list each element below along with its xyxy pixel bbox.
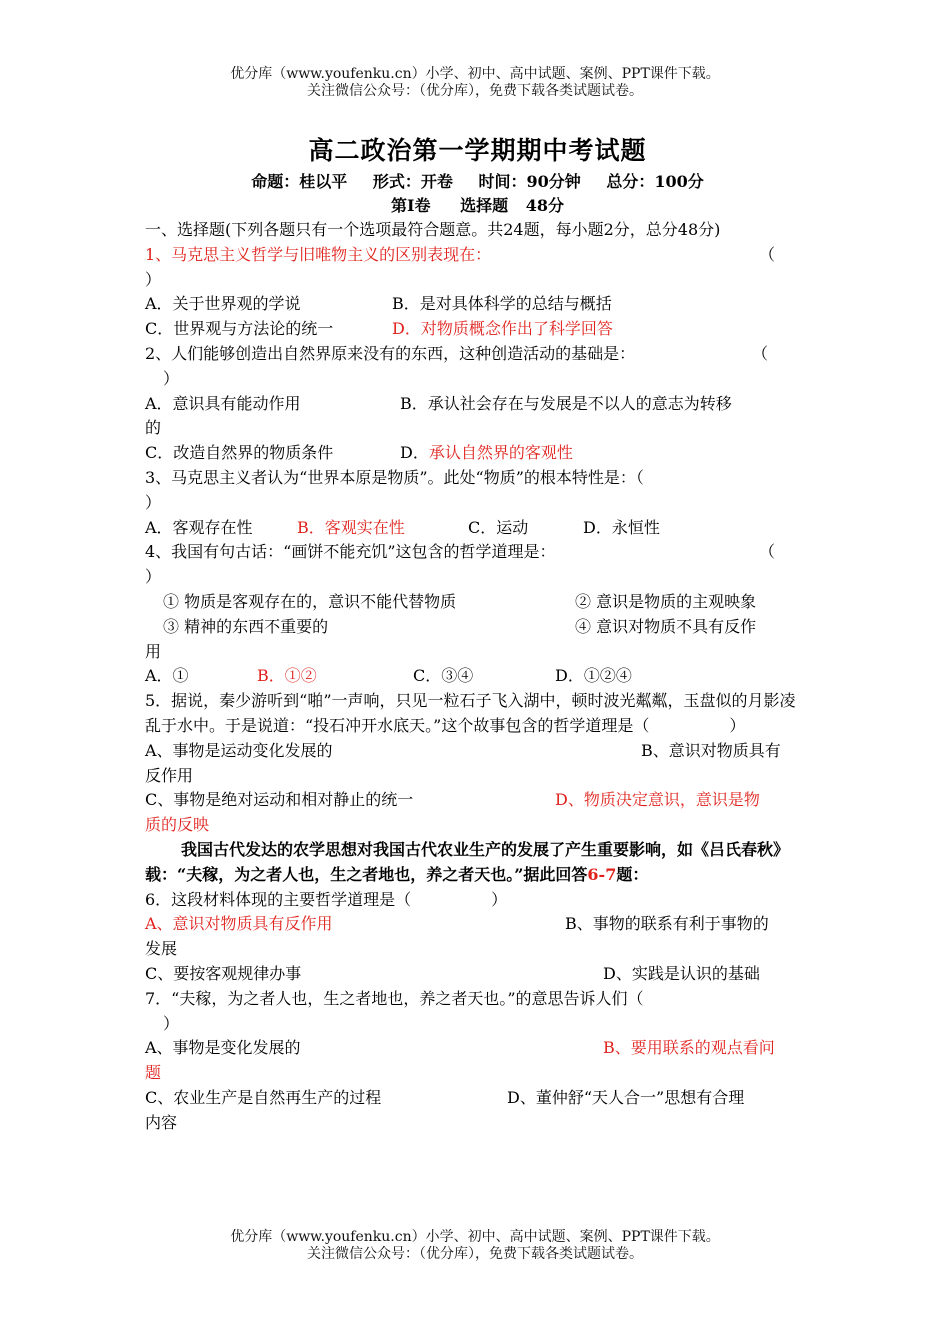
q2-stem: 2、人们能够创造出自然界原来没有的东西，这种创造活动的基础是： （: [145, 343, 768, 363]
meta-score: 总分：100分: [606, 172, 704, 191]
q4-options: A．① B．①② C．③④ D．①②④: [145, 666, 632, 686]
meta-form: 形式：开卷: [372, 172, 453, 191]
q6-options-cd: C、要按客观规律办事 D、实践是认识的基础: [145, 963, 760, 983]
q6-stem: 6．这段材料体现的主要哲学道理是（ ）: [145, 889, 508, 909]
q5-options-ab: A、事物是运动变化发展的 B、意识对物质具有: [145, 740, 781, 760]
bottom-watermark: [0, 1229, 950, 1263]
instructions: 一、选择题(下列各题只有一个选项最符合题意。共24题，每小题2分，总分48分): [145, 220, 721, 239]
exam-page: 高二政治第一学期期中考试题 命题：桂以平 形式：开卷 时间：90分钟 总分：100分 第Ⅰ卷 选择题 48分 一、选择题(下列各题只有一个选项最符合题意。共24题，每小题2分，总分48分) 1、马克思主义哲学与旧唯物主义的区别表现在： （ ） A．关于世界观的学说 B．是对具体科学的总结与概括 C．世界观与方法论的统一 D．对物质概念作出了科学回答 2、人们能够创造出自然界原来没有的东西，这种创造活动的基础是： （ ） A．意识具有能动作用 B．承认社会存在与发展是不以人的意志为转移 的 C．改造自然界的物质条件 D．承认自然界的客观性 3、马克思主义者认为“世界本原是物质”。此处“物质”的根本特性是：（ ） A．客观存在性 B．客观实在性 C．运动 D．永恒性 4、我国有句古话：“画饼不能充饥”这包含的哲学道理是： （ ） ① 物质是客观存在的，意识不能代替物质 ② 意识是物质的主观映象 ③ 精神的东西不重要的 ④ 意识对物质不具有反作 用 A．① B．①② C．③④ D．①②④ 5．据说，秦少游听到“啪”一声响，只见一粒石子飞入湖中，顿时波光粼粼，玉盘似的月影凌乱于水中。于是说道：“投石冲开水底天。”这个故事包含的哲学道理是（ ） A、事物是运动变化发展的 B、意识对物质具有 反作用 C、事物是绝对运动和相对静止的统一 D、物质决定意识，意识是物 质的反映 我国古代发达的农学思想对我国古代农业生产的发展了产生重要影响，如《吕氏春秋》载：“夫稼，为之者人也，生之者地也，养之者天也。”据此回答6-7题： 6．这段材料体现的主要哲学道理是（ ） A、意识对物质具有反作用 B、事物的联系有利于事物的 发展 C、要按客观规律办事 D、实践是认识的基础 7．“夫稼，为之者人也，生之者地也，养之者天也。”的意思告诉人们（ ） A、事物是变化发展的 B、要用联系的观点看问 题 C、农业生产是自然再生产的过程 D、董仲舒“天人合一”思想有合理 内容: [145, 132, 810, 1135]
q4-statements-12: ① 物质是客观存在的，意识不能代替物质 ② 意识是物质的主观映象: [163, 591, 757, 611]
q7-options-ab: A、事物是变化发展的 B、要用联系的观点看问: [145, 1038, 775, 1058]
watermark-line-2: 关注微信公众号：（优分库），免费下载各类试题试卷。: [307, 1246, 643, 1262]
q1-stem: 1、马克思主义哲学与旧唯物主义的区别表现在： （: [145, 244, 775, 264]
q7-options-cd: C、农业生产是自然再生产的过程 D、董仲舒“天人合一”思想有合理: [145, 1087, 745, 1107]
q3-options: A．客观存在性 B．客观实在性 C．运动 D．永恒性: [145, 517, 660, 537]
q3-stem: 3、马克思主义者认为“世界本原是物质”。此处“物质”的根本特性是：（: [145, 467, 644, 487]
q6-options-ab: A、意识对物质具有反作用 B、事物的联系有利于事物的: [145, 914, 769, 934]
q1-options-ab: A．关于世界观的学说 B．是对具体科学的总结与概括: [145, 294, 612, 314]
q4-stem: 4、我国有句古话：“画饼不能充饥”这包含的哲学道理是： （: [145, 542, 775, 562]
q5-options-cd: C、事物是绝对运动和相对静止的统一 D、物质决定意识，意识是物: [145, 790, 760, 810]
q4-statements-34: ③ 精神的东西不重要的 ④ 意识对物质不具有反作: [163, 616, 757, 636]
q2-options-cd: C．改造自然界的物质条件 D．承认自然界的客观性: [145, 443, 573, 463]
section-heading: 第Ⅰ卷 选择题 48分: [391, 196, 564, 215]
exam-meta: [145, 170, 810, 194]
watermark-line-1: 优分库（www.youfenku.cn）小学、初中、高中试题、案例、PPT课件下载。: [230, 66, 720, 82]
reading-material: 我国古代发达的农学思想对我国古代农业生产的发展了产生重要影响，如《吕氏春秋》载：“夫稼，为之者人也，生之者地也，养之者天也。”据此回答6-7题：: [145, 839, 790, 884]
q1-options-cd: C．世界观与方法论的统一 D．对物质概念作出了科学回答: [145, 319, 613, 339]
watermark-line-1: 优分库（www.youfenku.cn）小学、初中、高中试题、案例、PPT课件下载。: [230, 1229, 720, 1245]
q7-stem: 7．“夫稼，为之者人也，生之者地也，养之者天也。”的意思告诉人们（: [145, 988, 644, 1008]
meta-author: 命题：桂以平: [251, 172, 348, 191]
q5-stem: 5．据说，秦少游听到“啪”一声响，只见一粒石子飞入湖中，顿时波光粼粼，玉盘似的月影凌乱于水中。于是说道：“投石冲开水底天。”这个故事包含的哲学道理是（ ）: [145, 691, 796, 735]
q2-options-ab: A．意识具有能动作用 B．承认社会存在与发展是不以人的意志为转移: [145, 393, 732, 413]
top-watermark: [0, 66, 950, 100]
watermark-line-2: 关注微信公众号：（优分库），免费下载各类试题试卷。: [307, 83, 643, 99]
page-title: 高二政治第一学期期中考试题: [308, 136, 647, 165]
meta-time: 时间：90分钟: [478, 172, 581, 191]
